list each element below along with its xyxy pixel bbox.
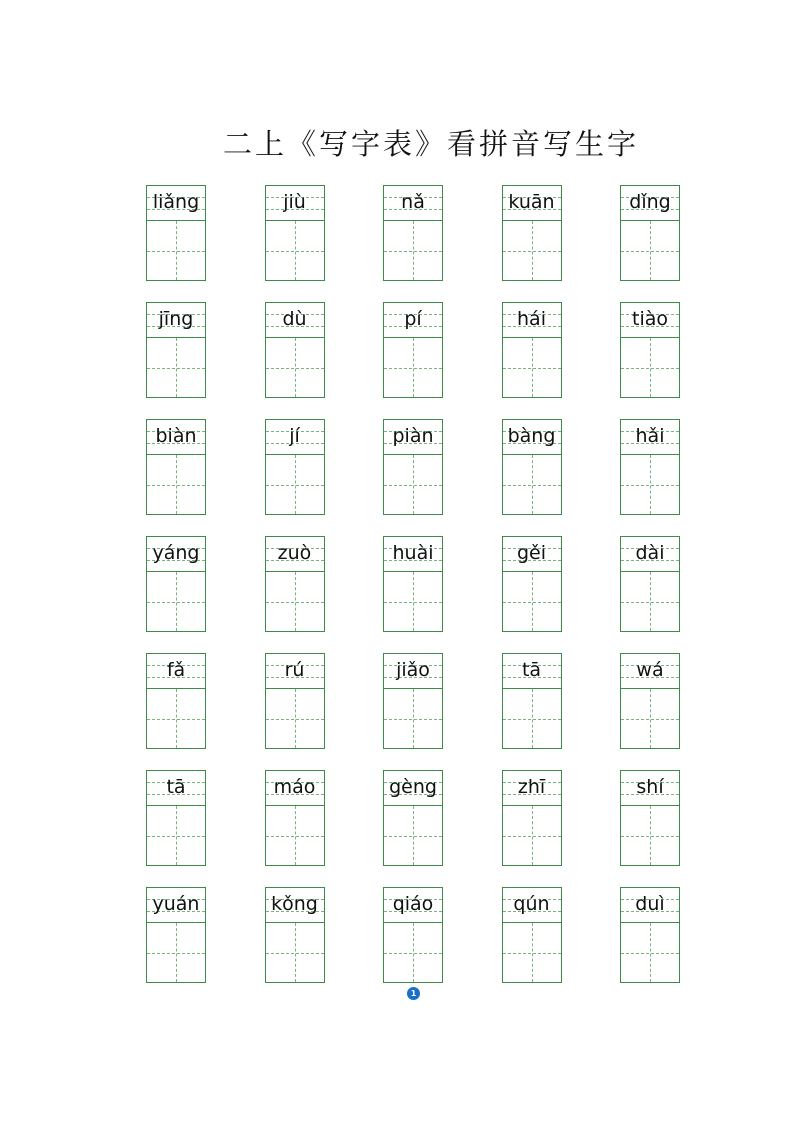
pinyin-label: tiào [632, 308, 668, 330]
writing-cell [383, 302, 443, 398]
pinyin-guide-box [266, 303, 324, 338]
center-guide-horizontal [266, 485, 324, 486]
center-guide-horizontal [147, 251, 205, 252]
pinyin-guide-box [147, 420, 205, 455]
character-writing-box[interactable] [384, 806, 442, 865]
center-guide-horizontal [384, 953, 442, 954]
character-writing-box[interactable] [147, 455, 205, 514]
pinyin-label: dǐng [629, 191, 671, 213]
character-writing-box[interactable] [621, 338, 679, 397]
writing-cell [265, 419, 325, 515]
writing-grid [146, 185, 681, 983]
character-writing-box[interactable] [621, 923, 679, 982]
pinyin-guide-box [384, 771, 442, 806]
pinyin-guide-box [266, 888, 324, 923]
character-writing-box[interactable] [621, 221, 679, 280]
pinyin-label: rú [284, 659, 305, 681]
pinyin-label: zuò [277, 542, 312, 564]
center-guide-horizontal [266, 602, 324, 603]
center-guide-horizontal [147, 836, 205, 837]
center-guide-horizontal [384, 485, 442, 486]
center-guide-horizontal [503, 836, 561, 837]
pinyin-guide-box [503, 771, 561, 806]
character-writing-box[interactable] [621, 689, 679, 748]
center-guide-horizontal [266, 953, 324, 954]
character-writing-box[interactable] [384, 572, 442, 631]
pinyin-guide-box [621, 537, 679, 572]
center-guide-horizontal [384, 602, 442, 603]
pinyin-label: zhī [517, 776, 546, 798]
pinyin-guide-box [147, 654, 205, 689]
character-writing-box[interactable] [621, 455, 679, 514]
writing-cell [265, 302, 325, 398]
pinyin-label: máo [273, 776, 316, 798]
center-guide-horizontal [147, 602, 205, 603]
character-writing-box[interactable] [384, 221, 442, 280]
writing-cell [502, 419, 562, 515]
pinyin-guide-box [266, 420, 324, 455]
pinyin-guide-box [266, 186, 324, 221]
writing-cell [383, 770, 443, 866]
center-guide-horizontal [621, 251, 679, 252]
center-guide-horizontal [266, 251, 324, 252]
writing-cell [146, 536, 206, 632]
pinyin-label: nǎ [401, 191, 425, 213]
writing-cell [146, 185, 206, 281]
pinyin-guide-box [266, 654, 324, 689]
pinyin-label: pí [404, 308, 422, 330]
pinyin-label: fǎ [166, 659, 186, 681]
pinyin-label: dù [282, 308, 307, 330]
character-writing-box[interactable] [384, 338, 442, 397]
pinyin-label: gèng [389, 776, 437, 798]
character-writing-box[interactable] [147, 572, 205, 631]
character-writing-box[interactable] [503, 923, 561, 982]
character-writing-box[interactable] [621, 572, 679, 631]
pinyin-guide-box [147, 771, 205, 806]
writing-cell [502, 536, 562, 632]
pinyin-label: qiáo [392, 893, 434, 915]
writing-cell [146, 887, 206, 983]
writing-cell [265, 653, 325, 749]
pinyin-label: kuān [508, 191, 555, 213]
character-writing-box[interactable] [384, 923, 442, 982]
writing-cell [620, 770, 680, 866]
pinyin-label: hǎi [635, 425, 665, 447]
pinyin-guide-box [147, 888, 205, 923]
writing-cell [383, 536, 443, 632]
center-guide-horizontal [147, 368, 205, 369]
pinyin-label: qún [513, 893, 550, 915]
center-guide-horizontal [384, 836, 442, 837]
center-guide-horizontal [621, 602, 679, 603]
pinyin-guide-box [384, 186, 442, 221]
writing-cell [383, 653, 443, 749]
writing-cell [146, 770, 206, 866]
pinyin-guide-box [503, 420, 561, 455]
pinyin-label: biàn [155, 425, 197, 447]
pinyin-label: liǎng [152, 191, 200, 213]
writing-cell [502, 302, 562, 398]
pinyin-label: yáng [152, 542, 200, 564]
center-guide-horizontal [621, 836, 679, 837]
center-guide-horizontal [384, 251, 442, 252]
writing-cell [265, 887, 325, 983]
character-writing-box[interactable] [147, 221, 205, 280]
writing-cell [620, 536, 680, 632]
center-guide-horizontal [503, 719, 561, 720]
character-writing-box[interactable] [503, 338, 561, 397]
center-guide-horizontal [147, 719, 205, 720]
pinyin-guide-box [384, 303, 442, 338]
writing-cell [502, 887, 562, 983]
page-number-badge: 1 [407, 987, 420, 1000]
writing-cell [265, 185, 325, 281]
page-title: 二上《写字表》看拼音写生字 [222, 127, 639, 161]
center-guide-horizontal [503, 251, 561, 252]
character-writing-box[interactable] [266, 806, 324, 865]
writing-cell [265, 770, 325, 866]
center-guide-horizontal [384, 719, 442, 720]
center-guide-horizontal [621, 485, 679, 486]
center-guide-horizontal [503, 602, 561, 603]
character-writing-box[interactable] [384, 689, 442, 748]
writing-cell [620, 185, 680, 281]
pinyin-guide-box [503, 654, 561, 689]
pinyin-guide-box [621, 654, 679, 689]
pinyin-guide-box [503, 186, 561, 221]
pinyin-label: dài [635, 542, 665, 564]
pinyin-label: jiù [283, 191, 306, 213]
pinyin-label: yuán [152, 893, 200, 915]
center-guide-horizontal [147, 953, 205, 954]
writing-cell [146, 653, 206, 749]
pinyin-guide-box [503, 888, 561, 923]
writing-cell [502, 653, 562, 749]
pinyin-label: duì [635, 893, 665, 915]
writing-cell [620, 653, 680, 749]
pinyin-guide-box [503, 537, 561, 572]
character-writing-box[interactable] [147, 689, 205, 748]
pinyin-label: piàn [392, 425, 434, 447]
writing-cell [502, 185, 562, 281]
center-guide-horizontal [503, 368, 561, 369]
pinyin-label: jīng [158, 308, 194, 330]
pinyin-label: huài [392, 542, 434, 564]
pinyin-label: kǒng [271, 893, 318, 915]
writing-cell [620, 419, 680, 515]
pinyin-guide-box [621, 771, 679, 806]
character-writing-box[interactable] [147, 806, 205, 865]
center-guide-horizontal [621, 368, 679, 369]
writing-cell [620, 302, 680, 398]
writing-cell [146, 419, 206, 515]
writing-cell [383, 185, 443, 281]
character-writing-box[interactable] [384, 455, 442, 514]
pinyin-guide-box [384, 420, 442, 455]
character-writing-box[interactable] [503, 572, 561, 631]
writing-cell [383, 419, 443, 515]
character-writing-box[interactable] [266, 338, 324, 397]
center-guide-horizontal [384, 368, 442, 369]
character-writing-box[interactable] [266, 923, 324, 982]
pinyin-guide-box [621, 420, 679, 455]
writing-cell [620, 887, 680, 983]
pinyin-label: wá [636, 659, 664, 681]
pinyin-guide-box [266, 537, 324, 572]
character-writing-box[interactable] [266, 572, 324, 631]
character-writing-box[interactable] [147, 923, 205, 982]
pinyin-guide-box [621, 888, 679, 923]
character-writing-box[interactable] [266, 689, 324, 748]
pinyin-guide-box [621, 186, 679, 221]
pinyin-guide-box [266, 771, 324, 806]
pinyin-label: jí [289, 425, 300, 447]
pinyin-label: tā [166, 776, 186, 798]
character-writing-box[interactable] [147, 338, 205, 397]
character-writing-box[interactable] [621, 806, 679, 865]
character-writing-box[interactable] [266, 455, 324, 514]
pinyin-guide-box [384, 537, 442, 572]
center-guide-horizontal [503, 485, 561, 486]
center-guide-horizontal [621, 953, 679, 954]
pinyin-guide-box [147, 186, 205, 221]
character-writing-box[interactable] [503, 689, 561, 748]
pinyin-label: hái [517, 308, 546, 330]
writing-cell [265, 536, 325, 632]
character-writing-box[interactable] [503, 455, 561, 514]
pinyin-guide-box [503, 303, 561, 338]
center-guide-horizontal [147, 485, 205, 486]
center-guide-horizontal [503, 953, 561, 954]
pinyin-guide-box [621, 303, 679, 338]
character-writing-box[interactable] [503, 221, 561, 280]
pinyin-label: jiǎo [396, 659, 430, 681]
center-guide-horizontal [266, 836, 324, 837]
writing-cell [502, 770, 562, 866]
pinyin-guide-box [384, 654, 442, 689]
character-writing-box[interactable] [503, 806, 561, 865]
center-guide-horizontal [266, 368, 324, 369]
pinyin-label: gěi [516, 542, 547, 564]
pinyin-label: shí [636, 776, 664, 798]
pinyin-label: bàng [507, 425, 556, 447]
pinyin-guide-box [384, 888, 442, 923]
center-guide-horizontal [621, 719, 679, 720]
writing-cell [383, 887, 443, 983]
pinyin-guide-box [147, 537, 205, 572]
center-guide-horizontal [266, 719, 324, 720]
pinyin-guide-box [147, 303, 205, 338]
writing-cell [146, 302, 206, 398]
pinyin-label: tā [521, 659, 542, 681]
character-writing-box[interactable] [266, 221, 324, 280]
